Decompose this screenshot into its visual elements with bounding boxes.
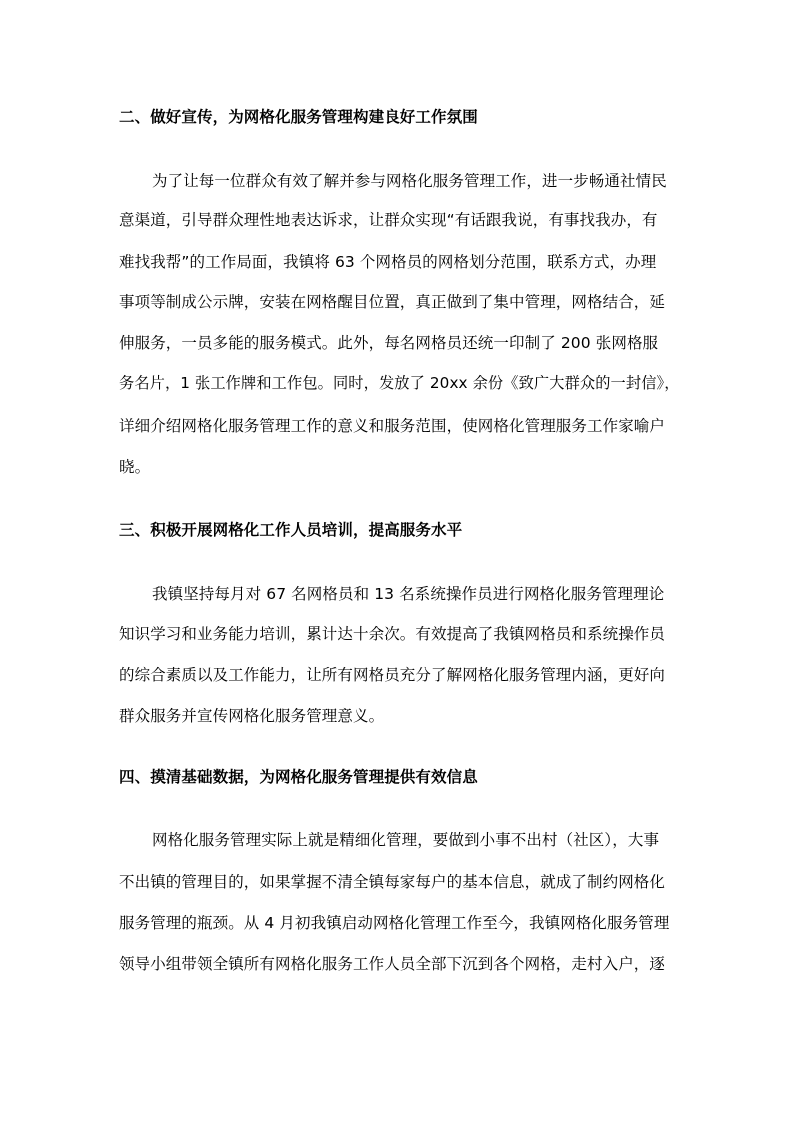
paragraph-line: 晓。 <box>119 458 151 476</box>
paragraph-line: 详细介绍网格化服务管理工作的意义和服务范围，使网格化管理服务工作家喻户 <box>119 417 666 435</box>
section-heading: 三、积极开展网格化工作人员培训，提高服务水平 <box>119 521 463 539</box>
paragraph-line: 为了让每一位群众有效了解并参与网格化服务管理工作，进一步畅通社情民 <box>152 172 667 190</box>
paragraph-line: 群众服务并宣传网格化服务管理意义。 <box>119 707 385 725</box>
paragraph-line: 的综合素质以及工作能力，让所有网格员充分了解网格化服务管理内涵，更好向 <box>119 666 666 684</box>
paragraph-line: 务名片，1 张工作牌和工作包。同时，发放了 20xx 余份《致广大群众的一封信》， <box>119 374 680 392</box>
paragraph-line: 意渠道，引导群众理性地表达诉求，让群众实现“有话跟我说，有事找我办，有 <box>119 211 658 229</box>
paragraph-line: 领导小组带领全镇所有网格化服务工作人员全部下沉到各个网格，走村入户，逐 <box>119 955 666 973</box>
paragraph-line: 事项等制成公示牌，安装在网格醒目位置，真正做到了集中管理，网格结合，延 <box>119 293 666 311</box>
paragraph-line: 服务管理的瓶颈。从 4 月初我镇启动网格化管理工作至今，我镇网格化服务管理 <box>119 914 670 932</box>
paragraph-line: 知识学习和业务能力培训，累计达十余次。有效提高了我镇网格员和系统操作员 <box>119 625 666 643</box>
paragraph-line: 伸服务，一员多能的服务模式。此外，每名网格员还统一印制了 200 张网格服 <box>119 334 659 352</box>
paragraph-line: 网格化服务管理实际上就是精细化管理，要做到小事不出村（社区），大事 <box>152 831 660 849</box>
paragraph-line: 我镇坚持每月对 67 名网格员和 13 名系统操作员进行网格化服务管理理论 <box>152 585 665 603</box>
section-heading: 二、做好宣传，为网格化服务管理构建良好工作氛围 <box>119 108 478 126</box>
paragraph-line: 不出镇的管理目的，如果掌握不清全镇每家每户的基本信息，就成了制约网格化 <box>119 873 666 891</box>
paragraph-line: 难找我帮”的工作局面，我镇将 63 个网格员的网格划分范围，联系方式，办理 <box>119 253 657 271</box>
section-heading: 四、摸清基础数据，为网格化服务管理提供有效信息 <box>119 768 478 786</box>
